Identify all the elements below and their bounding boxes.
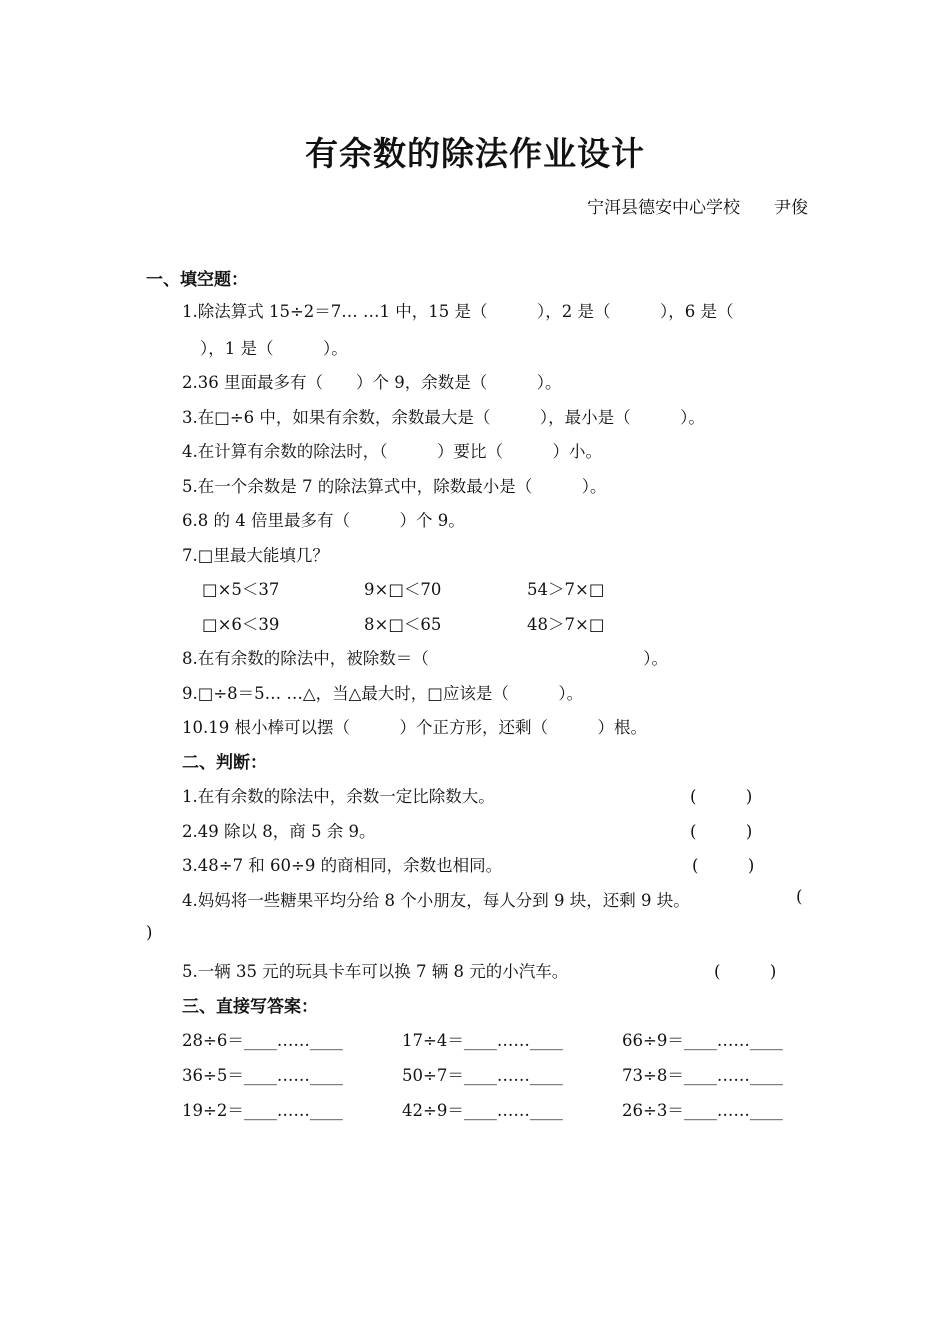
question-5: 5.在一个余数是 7 的除法算式中，除数最小是（ ）。 xyxy=(182,477,607,496)
section-heading-judgement: 二、判断： xyxy=(182,753,267,773)
calc-item: 66÷9＝____……____ xyxy=(622,1031,783,1050)
answer-close-paren: ) xyxy=(146,923,153,942)
q7-item: 9×□＜70 xyxy=(364,580,442,599)
answer-bracket: ( ) xyxy=(690,787,753,806)
judgement-3: 3.48÷7 和 60÷9 的商相同，余数也相同。 xyxy=(182,856,503,875)
q7-item: □×5＜37 xyxy=(202,580,280,599)
author-line: 宁洱县德安中心学校 尹俊 xyxy=(587,198,808,218)
answer-bracket: ( ) xyxy=(714,962,777,981)
section-heading-fill-blank: 一、填空题： xyxy=(146,270,248,290)
calc-item: 19÷2＝____……____ xyxy=(182,1101,343,1120)
judgement-4: 4.妈妈将一些糖果平均分给 8 个小朋友，每人分到 9 块，还剩 9 块。 xyxy=(182,891,690,910)
question-4: 4.在计算有余数的除法时，（ ）要比（ ）小。 xyxy=(182,442,602,461)
question-3: 3.在□÷6 中，如果有余数，余数最大是（ ），最小是（ ）。 xyxy=(182,408,705,427)
section-heading-direct-answer: 三、直接写答案： xyxy=(182,997,318,1017)
calc-item: 36÷5＝____……____ xyxy=(182,1066,343,1085)
judgement-2: 2.49 除以 8，商 5 余 9。 xyxy=(182,822,376,841)
question-1b: ），1 是（ ）。 xyxy=(200,339,348,358)
calc-item: 50÷7＝____……____ xyxy=(402,1066,563,1085)
question-10: 10.19 根小棒可以摆（ ）个正方形，还剩（ ）根。 xyxy=(182,718,647,737)
calc-item: 42÷9＝____……____ xyxy=(402,1101,563,1120)
q7-item: 8×□＜65 xyxy=(364,615,442,634)
calc-item: 28÷6＝____……____ xyxy=(182,1031,343,1050)
calc-item: 17÷4＝____……____ xyxy=(402,1031,563,1050)
calc-item: 73÷8＝____……____ xyxy=(622,1066,783,1085)
judgement-5: 5.一辆 35 元的玩具卡车可以换 7 辆 8 元的小汽车。 xyxy=(182,962,569,981)
question-8: 8.在有余数的除法中，被除数＝（ ）。 xyxy=(182,649,668,668)
question-9: 9.□÷8＝5… …△，当△最大时，□应该是（ ）。 xyxy=(182,684,584,703)
page-title: 有余数的除法作业设计 xyxy=(305,134,645,173)
q7-item: □×6＜39 xyxy=(202,615,280,634)
q7-item: 54＞7×□ xyxy=(527,580,605,599)
question-6: 6.8 的 4 倍里最多有（ ）个 9。 xyxy=(182,511,465,530)
question-1a: 1.除法算式 15÷2＝7… …1 中，15 是（ ），2 是（ ），6 是（ xyxy=(182,302,734,321)
answer-open-paren: ( xyxy=(796,887,803,906)
answer-bracket: ( ) xyxy=(690,822,753,841)
question-2: 2.36 里面最多有（ ）个 9，余数是（ ）。 xyxy=(182,373,562,392)
judgement-1: 1.在有余数的除法中，余数一定比除数大。 xyxy=(182,787,495,806)
calc-item: 26÷3＝____……____ xyxy=(622,1101,783,1120)
answer-bracket: ( ) xyxy=(692,856,755,875)
question-7: 7.□里最大能填几？ xyxy=(182,546,329,565)
q7-item: 48＞7×□ xyxy=(527,615,605,634)
